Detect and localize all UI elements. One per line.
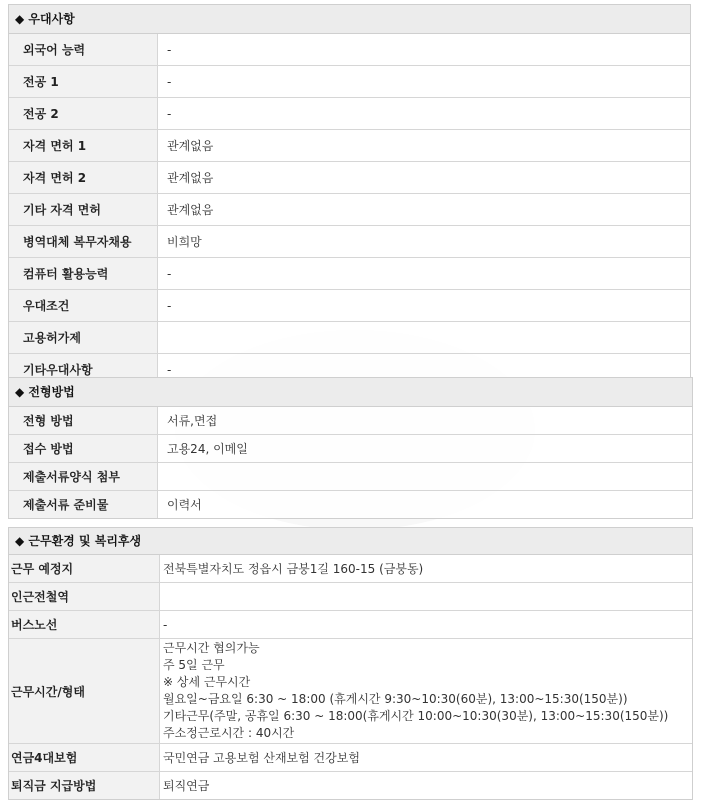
row-value: 국민연금 고용보험 산재보험 건강보험 <box>160 744 693 772</box>
preferences-table <box>9 34 690 385</box>
row-value: 이력서 <box>158 491 693 519</box>
row-label: 전형 방법 <box>9 407 158 435</box>
row-value <box>160 583 693 611</box>
row-value: 비희망 <box>158 226 691 258</box>
row-label: 병역대체 복무자채용 <box>9 226 158 258</box>
row-value <box>158 463 693 491</box>
table-row <box>9 226 690 258</box>
section-title: ◆ 우대사항 <box>9 5 690 34</box>
work-hours-line: ※ 상세 근무시간 <box>163 675 251 689</box>
table-row <box>9 611 692 639</box>
row-label: 접수 방법 <box>9 435 158 463</box>
table-row <box>9 435 692 463</box>
row-label: 전공 2 <box>9 98 158 130</box>
environment-section <box>8 527 693 800</box>
table-row <box>9 463 692 491</box>
table-row <box>9 583 692 611</box>
row-label: 버스노선 <box>9 611 160 639</box>
row-value: - <box>158 354 691 386</box>
row-value: 전북특별자치도 정읍시 금붕1길 160-15 (금붕동) <box>160 555 693 583</box>
row-value: 서류,면접 <box>158 407 693 435</box>
table-row <box>9 491 692 519</box>
work-hours-line: 근무시간 협의가능 <box>163 641 260 655</box>
row-label: 기타 자격 면허 <box>9 194 158 226</box>
row-label: 근무 예정지 <box>9 555 160 583</box>
row-value: 퇴직연금 <box>160 772 693 800</box>
row-label: 우대조건 <box>9 290 158 322</box>
row-value: 관계없음 <box>158 194 691 226</box>
row-label: 제출서류양식 첨부 <box>9 463 158 491</box>
preferences-section <box>8 4 691 386</box>
row-label: 외국어 능력 <box>9 34 158 66</box>
row-value: 관계없음 <box>158 130 691 162</box>
row-label: 연금4대보험 <box>9 744 160 772</box>
row-label: 제출서류 준비물 <box>9 491 158 519</box>
table-row <box>9 639 692 744</box>
work-hours-value <box>160 639 693 744</box>
table-row <box>9 162 690 194</box>
table-row <box>9 744 692 772</box>
selection-table <box>9 407 692 518</box>
row-label: 컴퓨터 활용능력 <box>9 258 158 290</box>
row-value: - <box>158 258 691 290</box>
row-label: 자격 면허 1 <box>9 130 158 162</box>
row-label: 퇴직금 지급방법 <box>9 772 160 800</box>
row-value <box>158 322 691 354</box>
work-hours-line: 월요일~금요일 6:30 ~ 18:00 (휴게시간 9:30~10:30(60분), 13:00~15:30(150분)) <box>163 692 628 706</box>
table-row <box>9 772 692 800</box>
selection-section <box>8 377 693 519</box>
table-row <box>9 407 692 435</box>
section-title: ◆ 전형방법 <box>9 378 692 407</box>
row-label: 인근전철역 <box>9 583 160 611</box>
row-value: - <box>158 66 691 98</box>
row-value: - <box>158 34 691 66</box>
table-row <box>9 34 690 66</box>
row-label: 전공 1 <box>9 66 158 98</box>
row-label: 기타우대사항 <box>9 354 158 386</box>
work-hours-line: 주 5일 근무 <box>163 658 225 672</box>
table-row <box>9 130 690 162</box>
table-row <box>9 66 690 98</box>
table-row <box>9 98 690 130</box>
row-value: 관계없음 <box>158 162 691 194</box>
table-row <box>9 290 690 322</box>
row-label: 근무시간/형태 <box>9 639 160 744</box>
environment-table <box>9 555 692 799</box>
row-value: - <box>158 290 691 322</box>
table-row <box>9 322 690 354</box>
work-hours-line: 주소정근로시간 : 40시간 <box>163 726 295 740</box>
row-value: - <box>158 98 691 130</box>
row-label: 자격 면허 2 <box>9 162 158 194</box>
row-value: - <box>160 611 693 639</box>
work-hours-line: 기타근무(주말, 공휴일 6:30 ~ 18:00(휴게시간 10:00~10:30(30분), 13:00~15:30(150분)) <box>163 709 669 723</box>
row-value: 고용24, 이메일 <box>158 435 693 463</box>
table-row <box>9 194 690 226</box>
table-row <box>9 258 690 290</box>
section-title: ◆ 근무환경 및 복리후생 <box>9 528 692 555</box>
table-row <box>9 555 692 583</box>
row-label: 고용허가제 <box>9 322 158 354</box>
